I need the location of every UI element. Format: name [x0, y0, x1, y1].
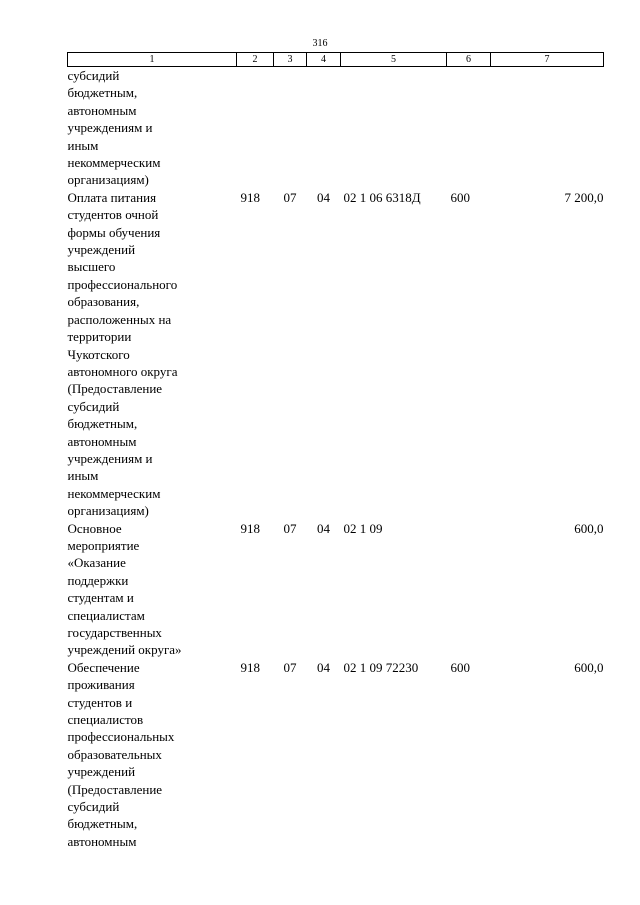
column-header-2: 2 — [237, 53, 274, 67]
row-expense-type: 600 — [450, 659, 470, 675]
row-target-article: 02 1 09 72230 — [343, 659, 419, 675]
row-name: Основное мероприятие «Оказание поддержки студентам и специалистам государственных учреждений округа» — [67, 520, 182, 658]
page-number: 316 — [312, 38, 328, 49]
table-body — [68, 67, 604, 851]
table-row — [68, 520, 604, 659]
budget-table — [67, 52, 604, 850]
row-subsection: 04 — [317, 189, 330, 205]
row-name: Оплата питания студентов очной формы обучения учреждений высшего профессионального образования, расположенных на территории Чукотского автономного округа (Предоставление субсидий бюджетным, автономным учреждениям и иным некоммерческим организациям) — [67, 189, 178, 519]
column-header-1: 1 — [68, 53, 237, 67]
row-grbs — [237, 67, 274, 189]
table-header — [68, 53, 604, 67]
row-amount: 600,0 — [574, 659, 604, 675]
row-target-article: 02 1 06 6318Д — [343, 189, 421, 205]
row-grbs: 918 — [240, 189, 260, 205]
column-header-5: 5 — [341, 53, 447, 67]
row-expense-type — [447, 67, 491, 189]
row-target-article — [341, 67, 447, 189]
row-amount: 600,0 — [574, 520, 604, 536]
row-grbs: 918 — [240, 520, 260, 536]
table-row — [68, 67, 604, 189]
column-number-row — [68, 53, 604, 67]
row-grbs: 918 — [240, 659, 260, 675]
row-amount — [491, 67, 604, 189]
row-section — [274, 67, 307, 189]
row-section: 07 — [283, 659, 297, 675]
row-subsection: 04 — [317, 659, 330, 675]
column-header-3: 3 — [274, 53, 307, 67]
column-header-7: 7 — [491, 53, 604, 67]
row-subsection: 04 — [317, 520, 330, 536]
row-name: Обеспечение проживания студентов и специалистов профессиональных образовательных учреждений (Предоставление субсидий бюджетным, автономным — [67, 659, 175, 849]
row-expense-type — [447, 520, 491, 659]
row-section: 07 — [283, 520, 297, 536]
table-row — [68, 189, 604, 520]
table-row — [68, 659, 604, 850]
row-amount: 7 200,0 — [564, 189, 604, 205]
row-subsection — [307, 67, 341, 189]
row-expense-type: 600 — [450, 189, 470, 205]
column-header-6: 6 — [447, 53, 491, 67]
column-header-4: 4 — [307, 53, 341, 67]
row-name: субсидий бюджетным, автономным учреждениям и иным некоммерческим организациям) — [67, 68, 161, 188]
row-target-article: 02 1 09 — [343, 520, 383, 536]
row-section: 07 — [283, 189, 297, 205]
